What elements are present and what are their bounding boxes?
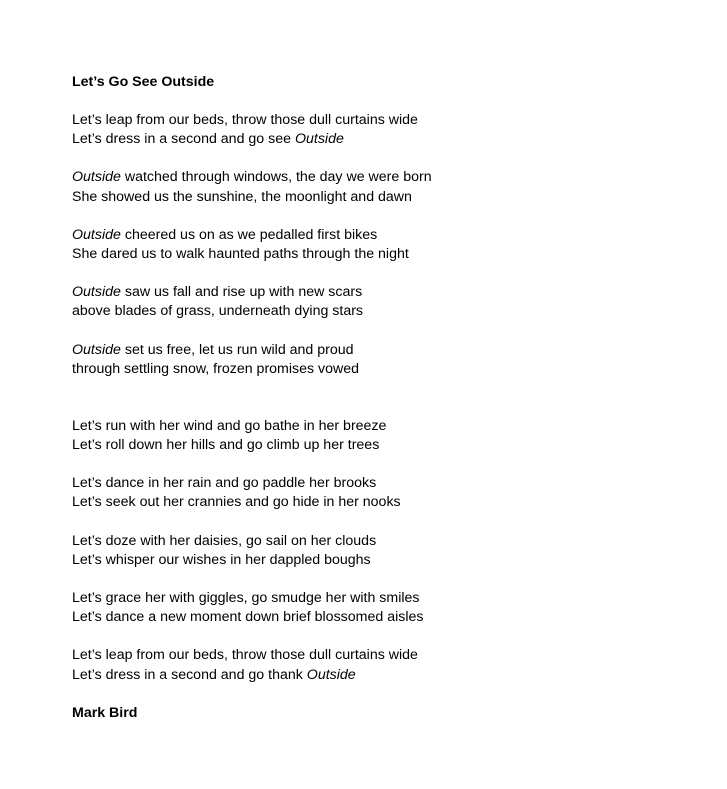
poem-body <box>72 111 692 685</box>
poem-line-italic: Outside <box>306 666 356 683</box>
poem-line-text: watched through windows, the day we were born <box>120 169 432 186</box>
poem-line-text: Let’s grace her with giggles, go smudge her with smiles <box>72 590 420 606</box>
poem-line <box>72 608 692 627</box>
poem-line <box>72 646 692 665</box>
stanza <box>72 226 692 264</box>
poem-line <box>72 360 692 379</box>
poem-line-italic: Outside <box>72 169 121 186</box>
poem-line <box>72 245 692 264</box>
poem-author: Mark Bird <box>72 704 138 721</box>
poem-line <box>72 302 692 321</box>
poem-line <box>72 283 692 302</box>
stanza <box>72 341 692 379</box>
poem-line <box>72 589 692 608</box>
poem-line <box>72 111 692 130</box>
stanza <box>72 532 692 570</box>
poem-line <box>72 474 692 493</box>
poem-line-text: set us free, let us run wild and proud <box>120 341 354 358</box>
stanza <box>72 168 692 206</box>
poem-line-text: Let’s doze with her daisies, go sail on her clouds <box>72 532 377 549</box>
poem-line-text: cheered us on as we pedalled first bikes <box>120 226 378 243</box>
poem-line-text: Let’s dress in a second and go see <box>72 131 295 148</box>
poem-line <box>72 436 692 455</box>
stanza <box>72 646 692 684</box>
poem-line-text: above blades of grass, underneath dying stars <box>72 303 364 320</box>
poem-line-italic: Outside <box>72 284 121 301</box>
poem-line <box>72 551 692 570</box>
poem-line-text: Let’s leap from our beds, throw those dull curtains wide <box>72 647 418 664</box>
poem-line-italic: Outside <box>72 226 121 243</box>
poem-line-text: through settling snow, frozen promises vowed <box>72 360 360 377</box>
poem-line-text: Let’s leap from our beds, throw those dull curtains wide <box>72 112 418 128</box>
poem-line-text: Let’s whisper our wishes in her dappled boughs <box>72 551 371 568</box>
poem-line-text: Let’s dance in her rain and go paddle her brooks <box>72 475 377 492</box>
stanza <box>72 589 692 627</box>
poem-line <box>72 341 692 360</box>
poem-line <box>72 666 692 685</box>
poem-line <box>72 130 692 149</box>
poem-line <box>72 188 692 207</box>
poem-line-italic: Outside <box>72 341 121 358</box>
stanza <box>72 283 692 321</box>
poem-line <box>72 532 692 551</box>
poem-line-text: Let’s seek out her crannies and go hide in her nooks <box>72 494 401 511</box>
poem-line-text: She showed us the sunshine, the moonlight and dawn <box>72 188 412 205</box>
poem-line-text: saw us fall and rise up with new scars <box>120 284 363 301</box>
poem-line-text: Let’s run with her wind and go bathe in her breeze <box>72 417 387 434</box>
poem-line-text: Let’s roll down her hills and go climb up her trees <box>72 437 380 454</box>
poem-line <box>72 168 692 187</box>
stanza <box>72 111 692 149</box>
poem-line <box>72 226 692 245</box>
stanza <box>72 474 692 512</box>
poem-line-text: Let’s dress in a second and go thank <box>72 666 307 683</box>
poem-line-italic: Outside <box>294 131 344 148</box>
poem-line-text: She dared us to walk haunted paths through the night <box>72 245 409 262</box>
poem-line <box>72 417 692 436</box>
poem-title: Let’s Go See Outside <box>72 74 215 90</box>
poem-line <box>72 493 692 512</box>
poem-line-text: Let’s dance a new moment down brief blossomed aisles <box>72 609 424 626</box>
stanza <box>72 417 692 455</box>
poem-page <box>72 73 692 723</box>
